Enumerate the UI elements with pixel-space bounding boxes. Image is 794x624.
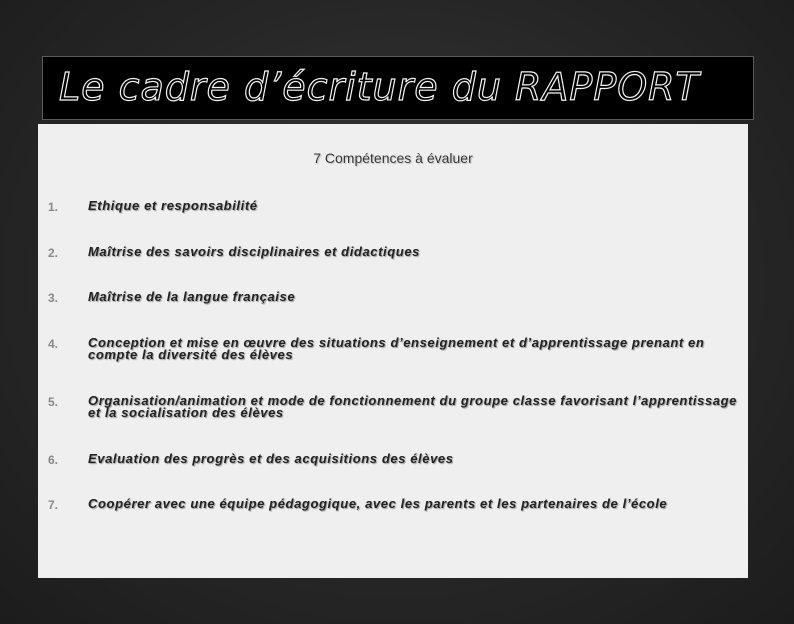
item-text: Coopérer avec une équipe pédagogique, avec les parents et les partenaires de l’école — [88, 496, 668, 511]
title-bar — [42, 56, 754, 120]
item-text: Ethique et responsabilité — [88, 198, 258, 213]
item-text: Conception et mise en œuvre des situations d’enseignement et d’apprentissage prenant en compte la diversité des élèves — [88, 335, 705, 362]
item-text: Maîtrise des savoirs disciplinaires et didactiques — [88, 244, 421, 259]
item-number: 6. — [48, 453, 59, 467]
item-number: 3. — [48, 291, 59, 305]
slide-title: Le cadre d’écriture du RAPPORT — [59, 65, 700, 109]
item-number: 5. — [48, 395, 59, 409]
item-number: 2. — [48, 246, 59, 260]
item-number: 1. — [48, 200, 59, 214]
section-subtitle: 7 Compétences à évaluer — [313, 150, 473, 166]
item-text: Organisation/animation et mode de fonctionnement du groupe classe favorisant l’apprentissage et la socialisation des élèves — [88, 393, 737, 420]
item-text: Maîtrise de la langue française — [88, 289, 296, 304]
item-number: 4. — [48, 337, 59, 351]
item-number: 7. — [48, 498, 59, 512]
content-panel — [38, 124, 748, 578]
item-text: Evaluation des progrès et des acquisitions des élèves — [88, 451, 454, 466]
